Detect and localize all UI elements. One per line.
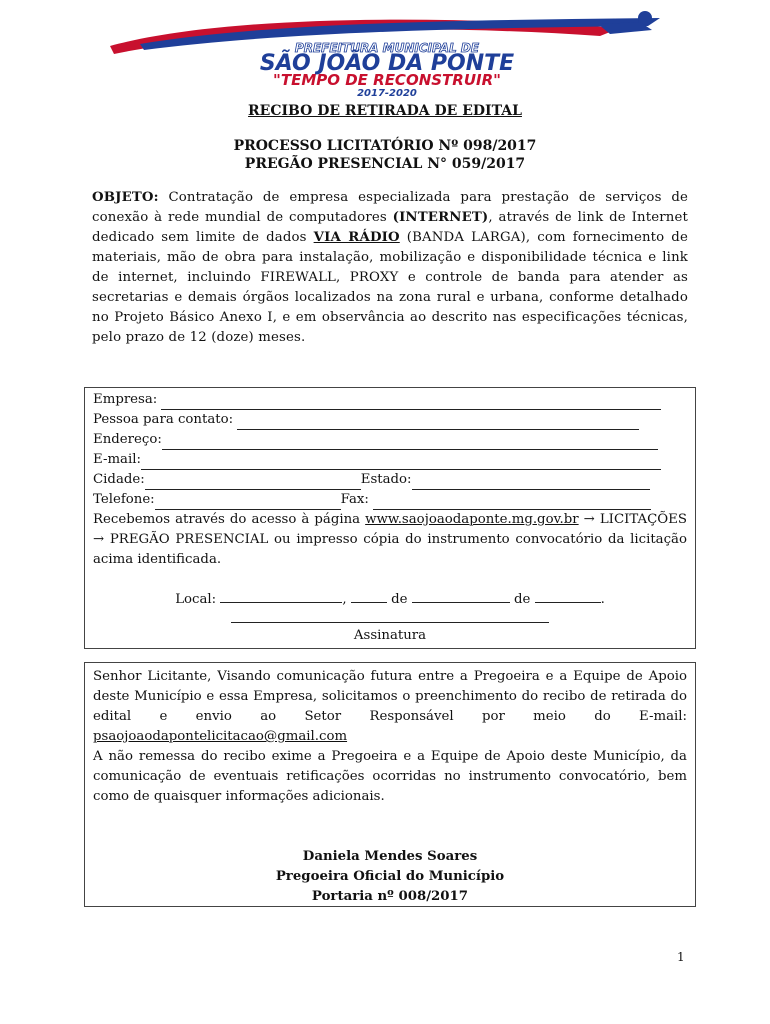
objeto-text-1: Contratação de empresa especializada para prestação de serviços de conexão à rede mundial de computadores: [92, 190, 688, 225]
pregao-number: PREGÃO PRESENCIAL N° 059/2017: [244, 156, 526, 172]
recebemos-text-1: Recebemos através do acesso à página: [93, 512, 366, 527]
objeto-text-2: , através de link de Internet dedicado sem limite de dados: [92, 210, 688, 245]
logo-graphic: [100, 6, 675, 98]
email-label: E-mail:: [93, 452, 141, 467]
empresa-row: [93, 390, 687, 410]
signoff-block: [93, 847, 687, 907]
process-heading: [80, 137, 690, 173]
email-field[interactable]: [141, 455, 661, 470]
empresa-field[interactable]: [161, 395, 661, 410]
month-field[interactable]: [412, 588, 510, 603]
notice-email-link[interactable]: psaojoaodapontelicitacao@gmail.com: [93, 729, 348, 744]
document-title: RECIBO DE RETIRADA DE EDITAL: [248, 103, 522, 119]
processo-number: PROCESSO LICITATÓRIO Nº 098/2017: [233, 138, 537, 154]
recebemos-text-2: → LICITAÇÕES → PREGÃO PRESENCIAL ou impresso cópia do instrumento convocatório da licitação acima identificada.: [93, 512, 688, 567]
local-date-row: [93, 588, 687, 610]
signoff-role: Pregoeira Oficial do Município: [275, 869, 505, 884]
notice-paragraph-2: A não remessa do recibo exime a Pregoeira e a Equipe de Apoio deste Município, da comunicação de eventuais retificações ocorridas no instrumento convocatório, bem como de quaisquer informações adicionais.: [93, 749, 687, 804]
page-number: 1: [677, 950, 685, 964]
cidade-estado-row: [93, 470, 687, 490]
local-label: Local:: [175, 592, 217, 607]
cidade-label: Cidade:: [93, 472, 145, 487]
website-link[interactable]: www.saojoaodaponte.mg.gov.br: [365, 512, 579, 527]
objeto-paragraph: [92, 188, 688, 348]
year-field[interactable]: [535, 588, 601, 603]
de-label-2: de: [513, 592, 531, 607]
logo-line3: "TEMPO DE RECONSTRUIR": [273, 71, 501, 89]
telefone-label: Telefone:: [93, 492, 155, 507]
pessoa-field[interactable]: [237, 415, 639, 430]
notice-box: [84, 662, 696, 907]
signoff-portaria: Portaria nº 008/2017: [311, 889, 469, 904]
logo-line1: PREFEITURA MUNICIPAL DE: [294, 41, 480, 55]
telefone-fax-row: [93, 490, 687, 510]
empresa-label: Empresa:: [93, 392, 158, 407]
email-row: [93, 450, 687, 470]
pessoa-row: [93, 410, 687, 430]
signature-label: Assinatura: [353, 628, 427, 643]
logo-line2: SÃO JOÃO DA PONTE: [259, 51, 515, 76]
de-label-1: de: [391, 592, 408, 607]
endereco-row: [93, 430, 687, 450]
objeto-text-3: (BANDA LARGA), com fornecimento de materiais, mão de obra para instalação, mobilização e disponibilidade técnica e link de internet, incluindo FIREWALL, PROXY e controle de banda para atender as secretarias e demais órgãos localizados na zona rural e urbana, conforme detalhado no Projeto Básico Anexo I, e em observância ao descrito nas especificações técnicas, pelo prazo de 12 (doze) meses.: [92, 230, 688, 345]
notice-text-1: Senhor Licitante, Visando comunicação futura entre a Pregoeira e a Equipe de Apoio deste Município e essa Empresa, solicitamos o preenchimento do recibo de retirada do edital e envio ao Setor Responsável por meio do E-mail:: [93, 669, 687, 724]
estado-label: Estado:: [360, 472, 412, 487]
logo-line4: 2017-2020: [357, 88, 417, 98]
objeto-via-radio: VIA RÁDIO: [313, 230, 400, 245]
pessoa-label: Pessoa para contato:: [93, 412, 234, 427]
objeto-internet: (INTERNET): [392, 210, 489, 225]
fax-field[interactable]: [373, 495, 651, 510]
notice-paragraph-1: [93, 667, 687, 747]
objeto-label: OBJETO:: [92, 190, 159, 205]
day-field[interactable]: [351, 588, 387, 603]
cidade-field[interactable]: [145, 475, 361, 490]
local-comma: ,: [342, 592, 347, 607]
recebemos-paragraph: [93, 510, 687, 570]
signature-line[interactable]: [231, 622, 549, 623]
signoff-name: Daniela Mendes Soares: [302, 849, 478, 864]
receipt-form-box: [84, 387, 696, 649]
date-period: .: [600, 592, 605, 607]
prefeitura-logo: [100, 6, 675, 98]
local-field[interactable]: [220, 588, 342, 603]
fax-label: Fax:: [340, 492, 369, 507]
estado-field[interactable]: [412, 475, 650, 490]
endereco-field[interactable]: [162, 435, 658, 450]
endereco-label: Endereço:: [93, 432, 162, 447]
telefone-field[interactable]: [155, 495, 341, 510]
